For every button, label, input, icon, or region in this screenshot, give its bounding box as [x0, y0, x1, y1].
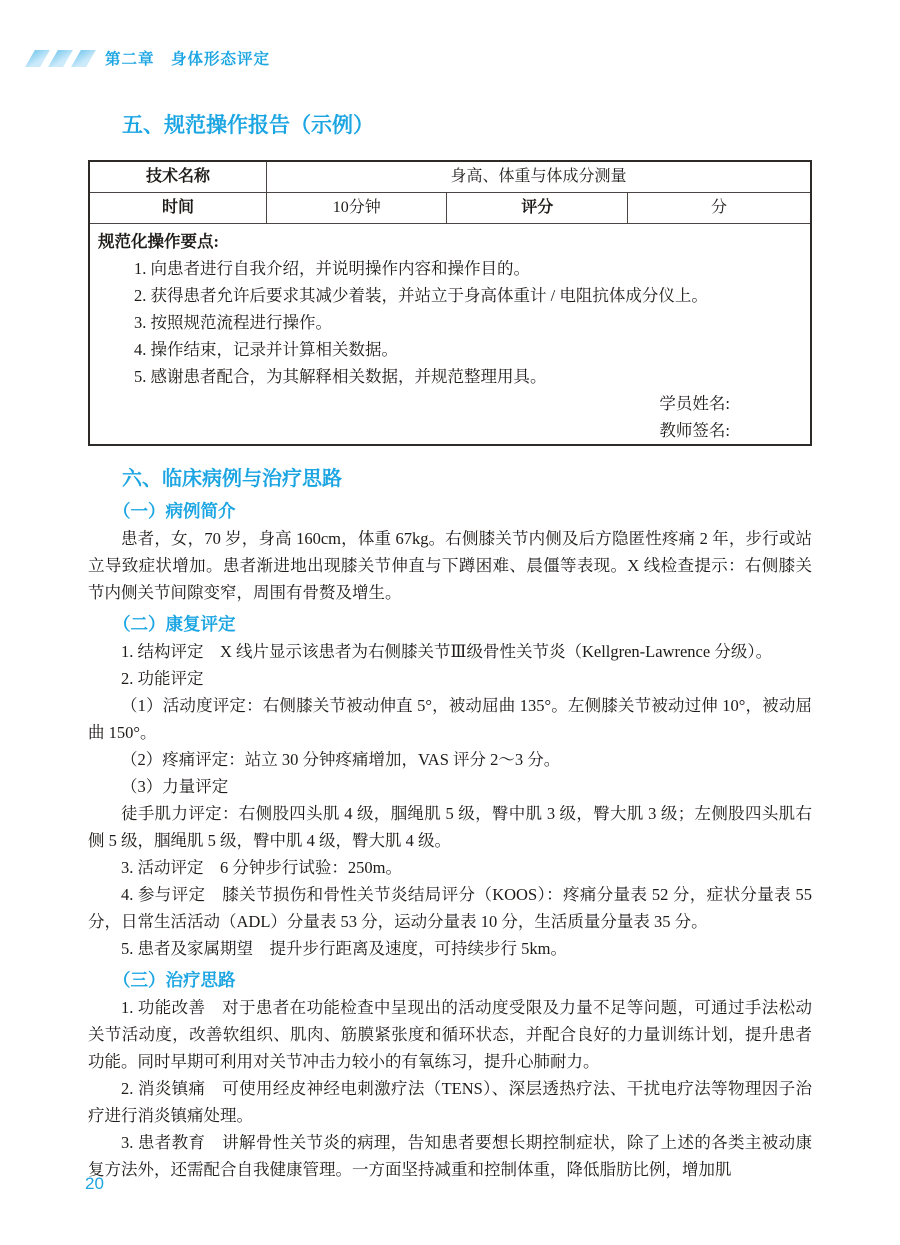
page-number: 20 — [85, 1174, 104, 1193]
treatment-paragraph: 3. 患者教育 讲解骨性关节炎的病理，告知患者要想长期控制症状，除了上述的各类主被动康复方法外，还需配合自我健康管理。一方面坚持减重和控制体重，降低脂肪比例，增加肌 — [88, 1132, 812, 1179]
teacher-signature-label: 教师签名: — [659, 420, 730, 440]
case-intro-paragraph: 患者，女，70 岁，身高 160cm，体重 67kg。右侧膝关节内侧及后方隐匿性疼痛 2 年，步行或站立导致症状增加。患者渐进地出现膝关节伸直与下蹲困难、晨僵等表现。X 线检查提示：右侧膝关节内侧关节间隙变窄，周围有骨赘及增生。 — [88, 528, 812, 602]
cell-tech-name-value: 身高、体重与体成分测量 — [267, 161, 812, 192]
operation-report-table — [88, 160, 812, 446]
rehab-paragraph: 5. 患者及家属期望 提升步行距离及速度，可持续步行 5km。 — [121, 938, 567, 958]
page-content — [88, 0, 812, 1183]
rehab-paragraph: 4. 参与评定 膝关节损伤和骨性关节炎结局评分（KOOS）：疼痛分量表 52 分，症状分量表 55 分，日常生活活动（ADL）分量表 53 分，运动分量表 10 分，生活质量分量表 35 分。 — [88, 884, 812, 931]
slash-icon — [25, 50, 50, 67]
point-item: 1. 向患者进行自我介绍，并说明操作内容和操作目的。 — [134, 258, 530, 278]
rehab-paragraph: 徒手肌力评定：右侧股四头肌 4 级，腘绳肌 5 级，臀中肌 3 级，臀大肌 3 级；左侧股四头肌右侧 5 级，腘绳肌 5 级，臀中肌 4 级，臀大肌 4 级。 — [88, 803, 813, 850]
table-row — [89, 161, 811, 192]
subsection-two-heading: （二）康复评定 — [113, 613, 236, 634]
signature-block — [98, 390, 800, 444]
student-name-label: 学员姓名: — [659, 393, 730, 413]
cell-score-unit: 分 — [627, 192, 811, 223]
treatment-paragraph: 1. 功能改善 对于患者在功能检查中呈现出的活动度受限及力量不足等问题，可通过手法松动关节活动度，改善软组织、肌肉、筋膜紧张度和循环状态，并配合良好的力量训练计划，提升患者功能。同时早期可利用对关节冲击力较小的有氧练习，提升心肺耐力。 — [88, 997, 812, 1071]
cell-time-value: 10分钟 — [267, 192, 447, 223]
cell-tech-name-label: 技术名称 — [89, 161, 267, 192]
slash-icon — [48, 50, 73, 67]
table-row — [89, 192, 811, 223]
section-five-title: 五、规范操作报告（示例） — [122, 114, 374, 137]
chapter-title: 第二章 身体形态评定 — [105, 51, 271, 68]
point-item: 3. 按照规范流程进行操作。 — [134, 312, 332, 332]
points-title: 规范化操作要点: — [98, 231, 219, 251]
cell-time-label: 时间 — [89, 192, 267, 223]
cell-operation-points — [89, 223, 811, 445]
rehab-paragraph: 2. 功能评定 — [121, 668, 204, 688]
rehab-paragraph: （3）力量评定 — [121, 776, 229, 796]
treatment-paragraph: 2. 消炎镇痛 可使用经皮神经电刺激疗法（TENS）、深层透热疗法、干扰电疗法等物理因子治疗进行消炎镇痛处理。 — [88, 1078, 812, 1125]
cell-score-label: 评分 — [447, 192, 627, 223]
rehab-paragraph: （1）活动度评定：右侧膝关节被动伸直 5°，被动屈曲 135°。左侧膝关节被动过伸 10°，被动屈曲 150°。 — [88, 695, 812, 742]
subsection-one-heading: （一）病例简介 — [113, 500, 236, 521]
point-item: 5. 感谢患者配合，为其解释相关数据，并规范整理用具。 — [134, 366, 547, 386]
point-item: 4. 操作结束，记录并计算相关数据。 — [134, 339, 398, 359]
section-six-title: 六、临床病例与治疗思路 — [122, 467, 342, 490]
rehab-paragraph: 3. 活动评定 6 分钟步行试验：250m。 — [121, 857, 402, 877]
slash-decoration-icon — [30, 50, 91, 67]
rehab-paragraph: 1. 结构评定 X 线片显示该患者为右侧膝关节Ⅲ级骨性关节炎（Kellgren-Lawrence 分级）。 — [121, 641, 773, 661]
rehab-paragraph: （2）疼痛评定：站立 30 分钟疼痛增加，VAS 评分 2～3 分。 — [121, 749, 561, 769]
subsection-three-heading: （三）治疗思路 — [113, 969, 236, 990]
point-item: 2. 获得患者允许后要求其减少着装，并站立于身高体重计 / 电阻抗体成分仪上。 — [134, 285, 708, 305]
table-row — [89, 223, 811, 445]
